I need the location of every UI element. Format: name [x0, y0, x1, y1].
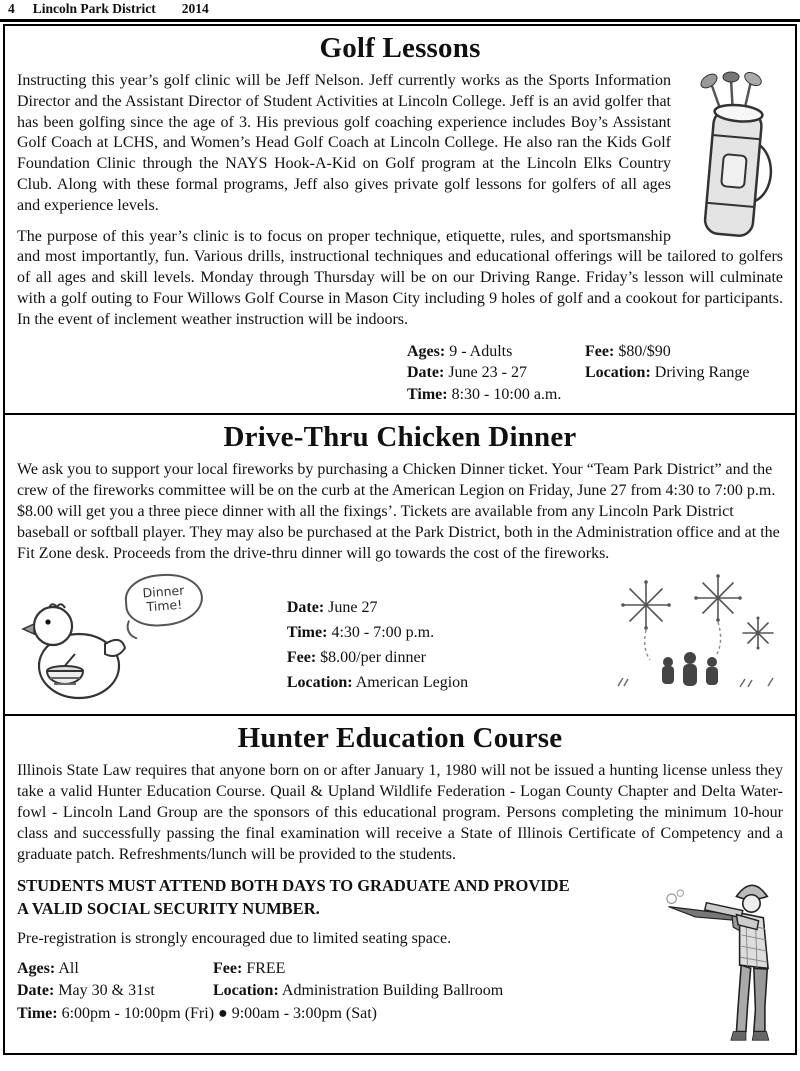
golf-fee-label: Fee: [585, 342, 615, 360]
golf-fee-value: $80/$90 [618, 342, 671, 360]
hunter-paragraph: Illinois State Law requires that anyone born on or after January 1, 1980 will not be issued a hunting license unless they take a valid Hunter Education Course. Quail & Upland Wildlife Federation - Logan County Chapter and Delta Water-fowl - Lincoln Land Group are the sponsors of this educational program. Persons completing the minimum 10-hour class and successfully passing the final examination will receive a State of Illinois Certificate of Competency and a graduate patch. Refreshments/lunch will be provided to the students. [17, 762, 783, 863]
golf-location [585, 362, 779, 384]
hunter-ages-value: All [58, 959, 79, 977]
chicken-location-value: American Legion [355, 673, 469, 691]
page-number: 4 [8, 1, 15, 16]
page-header [0, 0, 800, 22]
sections-container [0, 22, 800, 1059]
golf-time-label: Time: [407, 385, 448, 403]
golf-ages-value: 9 - Adults [449, 342, 513, 360]
hunter-location-value: Administration Building Ballroom [281, 982, 504, 1000]
chicken-illustration [17, 598, 137, 706]
chicken-dinner-details [287, 596, 468, 695]
hunter-fee-value: FREE [246, 959, 286, 977]
golf-paragraph-2: The purpose of this year’s clinic is to focus on proper technique, etiquette, rules, and sportsmanship and most importantly, fun. Various drills, instructional techniques and educational offerings will be tailored to golfers of all ages and skill levels. Monday through Thursday will be on our Driving Range. Friday’s lesson will culminate with a golf outing to Four Willows Golf Course in Mason City including 9 holes of golf and a cookout for participants. In the event of inclement weather instruction will be indoors. [17, 227, 783, 328]
chicken-location-label: Location: [286, 673, 353, 691]
chicken-location [287, 671, 468, 696]
chicken-dinner-bottom-row [17, 574, 783, 706]
hunter-ages [17, 958, 213, 980]
golf-time [407, 384, 585, 406]
golf-location-label: Location: [585, 364, 651, 382]
golf-location-value: Driving Range [654, 364, 750, 382]
chicken-fee-label: Fee: [286, 648, 317, 666]
hunter-details [17, 958, 637, 1025]
golf-date [407, 362, 585, 384]
fireworks-illustration [608, 574, 783, 694]
chicken-time-value: 4:30 - 7:00 p.m. [331, 624, 435, 642]
hunter-location [213, 980, 637, 1002]
chicken-date-value: June 27 [328, 599, 378, 617]
chicken-time [287, 621, 468, 646]
hunter-time-label: Time: [17, 1004, 58, 1022]
chicken-dinner-title: Drive-Thru Chicken Dinner [223, 421, 577, 454]
hunter-fee-label: Fee: [213, 959, 243, 977]
golf-date-label: Date: [407, 364, 445, 382]
hunter-time-value: 6:00pm - 10:00pm (Fri) ● 9:00am - 3:00pm (Sat) [61, 1004, 378, 1022]
golf-date-value: June 23 - 27 [448, 364, 527, 382]
chicken-illustration-group [17, 574, 207, 706]
hunter-time [17, 1003, 637, 1025]
chicken-dinner-paragraph: We ask you to support your local fireworks by purchasing a Chicken Dinner ticket. Your “Team Park District” and the crew of the fireworks committee will be on the curb at the American Legion on Friday, June 27 from 4:30 to 7:00 p.m. $8.00 will get you a three piece dinner with all the fixings’. Tickets are available from any Lincoln Park District baseball or softball player. They may also be purchased at the Park District, both in the Administration office and at the Fit Zone desk. Proceeds from the drive-thru dinner will go towards the cost of the fireworks. [17, 461, 780, 562]
page-header-title: Lincoln Park District [32, 1, 156, 16]
golf-details [407, 341, 779, 406]
golf-bag-illustration [683, 71, 783, 243]
chicken-date-label: Date: [286, 599, 325, 617]
hunter-fee [213, 958, 637, 980]
golf-section-title: Golf Lessons [319, 32, 481, 64]
speech-bubble-text: Dinner Time! [142, 582, 185, 615]
golf-time-value: 8:30 - 10:00 a.m. [451, 385, 562, 403]
chicken-fee [287, 646, 468, 671]
hunter-date-value: May 30 & 31st [58, 982, 155, 1000]
hunter-education-title: Hunter Education Course [237, 722, 563, 755]
golf-fee [585, 341, 779, 363]
chicken-fee-value: $8.00/per dinner [320, 648, 426, 666]
hunter-notice: STUDENTS MUST ATTEND BOTH DAYS TO GRADUATE AND PROVIDE A VALID SOCIAL SECURITY NUMBER. [17, 876, 570, 918]
chicken-date [287, 596, 468, 621]
golf-ages [407, 341, 585, 363]
hunter-date [17, 980, 213, 1002]
golf-paragraph-1: Instructing this year’s golf clinic will be Jeff Nelson. Jeff currently works as the Sports Information Director and the Assistant Director of Student Activities at Lincoln College. Jeff is an avid golfer that has been golfing since the age of 3. His previous golf coaching experience includes Boy’s Assistant Golf Coach at LCHS, and Women’s Head Golf Coach at Lincoln College. He also ran the Kids Golf Foundation Clinic through the NAYS Hook-A-Kid on Golf program at the Lincoln Elks Country Club. Along with these formal programs, Jeff also gives private golf lessons for golfers of all ages and experience levels. [17, 72, 671, 214]
golf-ages-label: Ages: [407, 342, 446, 360]
hunter-ages-label: Ages: [17, 959, 56, 977]
chicken-time-label: Time: [286, 624, 328, 642]
hunter-illustration [663, 875, 783, 1045]
chicken-dinner-section [3, 413, 797, 716]
hunter-location-label: Location: [213, 982, 279, 1000]
golf-lessons-section [3, 24, 797, 415]
hunter-preregistration: Pre-registration is strongly encouraged due to limited seating space. [17, 929, 452, 947]
hunter-date-label: Date: [17, 982, 55, 1000]
hunter-education-section [3, 714, 797, 1055]
page-header-year: 2014 [181, 1, 209, 16]
